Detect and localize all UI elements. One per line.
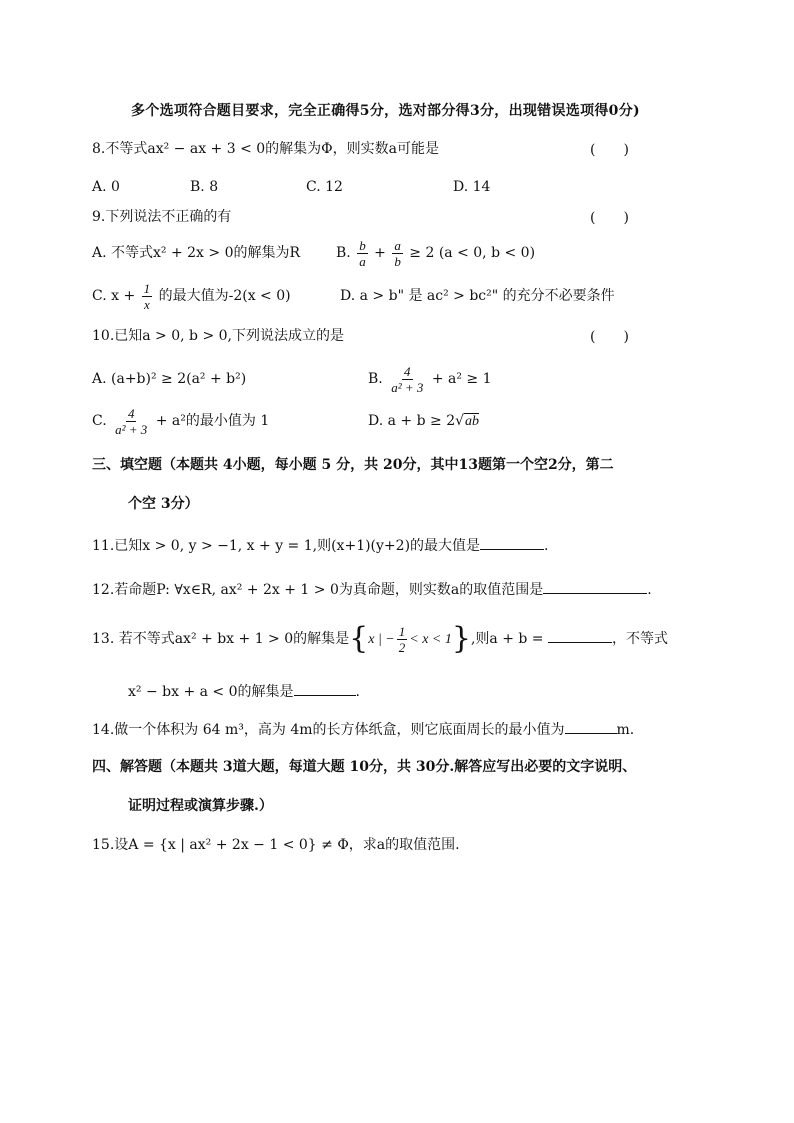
answer-blank-14[interactable] — [565, 719, 617, 734]
q13-set-post: < x < 1 — [409, 632, 452, 647]
q8-option-a: A. 0 — [92, 179, 120, 195]
question-12 — [92, 579, 652, 600]
q10-b-prefix: B. — [368, 371, 383, 387]
answer-paren-8: ( ) — [590, 142, 629, 158]
answer-blank-13a[interactable] — [548, 628, 612, 643]
q10-b-suffix: + a² ≥ 1 — [431, 371, 492, 387]
q10-c-num: 4 — [127, 405, 135, 421]
question-8: 8.不等式ax² − ax + 3 < 0的解集为Φ，则实数a可能是 — [92, 141, 439, 157]
q9-b-fraction-1 — [357, 238, 368, 269]
q13-mid: ,则a + b = — [470, 631, 544, 647]
q9-b-f2-den: b — [394, 253, 401, 269]
q9-b-fraction-2 — [392, 238, 403, 269]
q9-b-prefix: B. — [336, 245, 351, 261]
q9-c-prefix: C. x + — [92, 288, 136, 304]
q8-option-d: D. 14 — [453, 179, 491, 195]
section-3-heading-cont: 个空 3分） — [128, 496, 199, 512]
q9-c-den: x — [144, 296, 150, 312]
q10-option-c — [92, 400, 269, 442]
q9-option-a: A. 不等式x² + 2x > 0的解集为R — [92, 245, 301, 261]
q10-d-prefix: D. a + b ≥ 2 — [368, 413, 456, 429]
q9-c-fraction — [142, 281, 153, 312]
q11-text: 11.已知x > 0, y > −1, x + y = 1,则(x+1)(y+2)的最大值是 — [92, 538, 481, 554]
question-13-part-2 — [128, 681, 360, 702]
question-9: 9.下列说法不正确的有 — [92, 209, 232, 225]
answer-blank-13b[interactable] — [294, 681, 356, 696]
q10-option-b — [368, 358, 492, 400]
section-intro-text: 多个选项符合题目要求，完全正确得5分，选对部分得3分，出现错误选项得0分) — [131, 103, 640, 119]
q13-end: ，不等式 — [611, 631, 668, 647]
q10-c-fraction — [113, 406, 149, 437]
q14-end: m. — [616, 722, 635, 738]
q9-c-suffix: 的最大值为-2(x < 0) — [158, 288, 291, 304]
section-3-heading: 三、填空题（本题共 4小题，每小题 5 分，共 20分，其中13题第一个空2分，第二 — [92, 457, 614, 473]
q12-text: 12.若命题P: ∀x∈R, ax² + 2x + 1 > 0为真命题，则实数a的取值范围是 — [92, 582, 544, 598]
answer-paren-10: ( ) — [590, 329, 629, 345]
q9-option-d: D. a > b" 是 ac² > bc²" 的充分不必要条件 — [340, 288, 615, 304]
q9-b-f1-den: a — [359, 253, 366, 269]
q9-b-plus: + — [374, 245, 386, 261]
answer-blank-12[interactable] — [543, 579, 647, 594]
q10-c-suffix: + a²的最小值为 1 — [155, 413, 270, 429]
q10-option-a: A. (a+b)² ≥ 2(a² + b²) — [92, 371, 247, 387]
q13-fraction — [397, 624, 408, 655]
q9-b-suffix: ≥ 2 (a < 0, b < 0) — [409, 245, 536, 261]
q9-option-b — [336, 233, 535, 273]
question-14 — [92, 719, 634, 740]
q10-b-num: 4 — [404, 363, 411, 379]
q9-option-c — [92, 276, 291, 316]
q10-option-d: D. a + b ≥ 2√ab — [368, 413, 480, 429]
q9-c-num: 1 — [143, 280, 151, 296]
question-13 — [92, 617, 668, 662]
q13-set-pre: x | − — [368, 632, 395, 647]
q13-den: 2 — [398, 639, 406, 655]
q10-d-sqrt: ab — [465, 414, 480, 429]
q9-b-f1-num: b — [359, 237, 366, 253]
q10-c-den: a² + 3 — [115, 421, 148, 437]
q12-end: . — [647, 582, 652, 598]
answer-paren-9: ( ) — [590, 210, 629, 226]
q8-option-b: B. 8 — [190, 179, 219, 195]
left-brace: { — [349, 621, 369, 656]
q13-num: 1 — [398, 623, 406, 639]
question-10: 10.已知a > 0, b > 0,下列说法成立的是 — [92, 328, 344, 344]
section-4-heading: 四、解答题（本题共 3道大题，每道大题 10分，共 30分.解答应写出必要的文字说明、 — [92, 759, 637, 775]
question-15: 15.设A = {x | ax² + 2x − 1 < 0} ≠ Φ，求a的取值范围. — [92, 837, 460, 853]
q8-option-c: C. 12 — [306, 179, 343, 195]
section-4-heading-cont: 证明过程或演算步骤.） — [128, 798, 273, 814]
right-brace: } — [451, 621, 471, 656]
question-11 — [92, 535, 548, 556]
q10-c-prefix: C. — [92, 413, 107, 429]
q13-2-text: x² − bx + a < 0的解集是 — [128, 684, 294, 700]
q11-end: . — [544, 538, 549, 554]
q14-text: 14.做一个体积为 64 m³，高为 4m的长方体纸盒，则它底面周长的最小值为 — [92, 722, 565, 738]
q13-text: 13. 若不等式ax² + bx + 1 > 0的解集是 — [92, 631, 350, 647]
q9-b-f2-num: a — [394, 237, 401, 253]
q13-2-end: . — [355, 684, 360, 700]
q10-b-fraction — [389, 364, 425, 395]
answer-blank-11[interactable] — [480, 535, 544, 550]
q10-b-den: a² + 3 — [391, 379, 424, 395]
